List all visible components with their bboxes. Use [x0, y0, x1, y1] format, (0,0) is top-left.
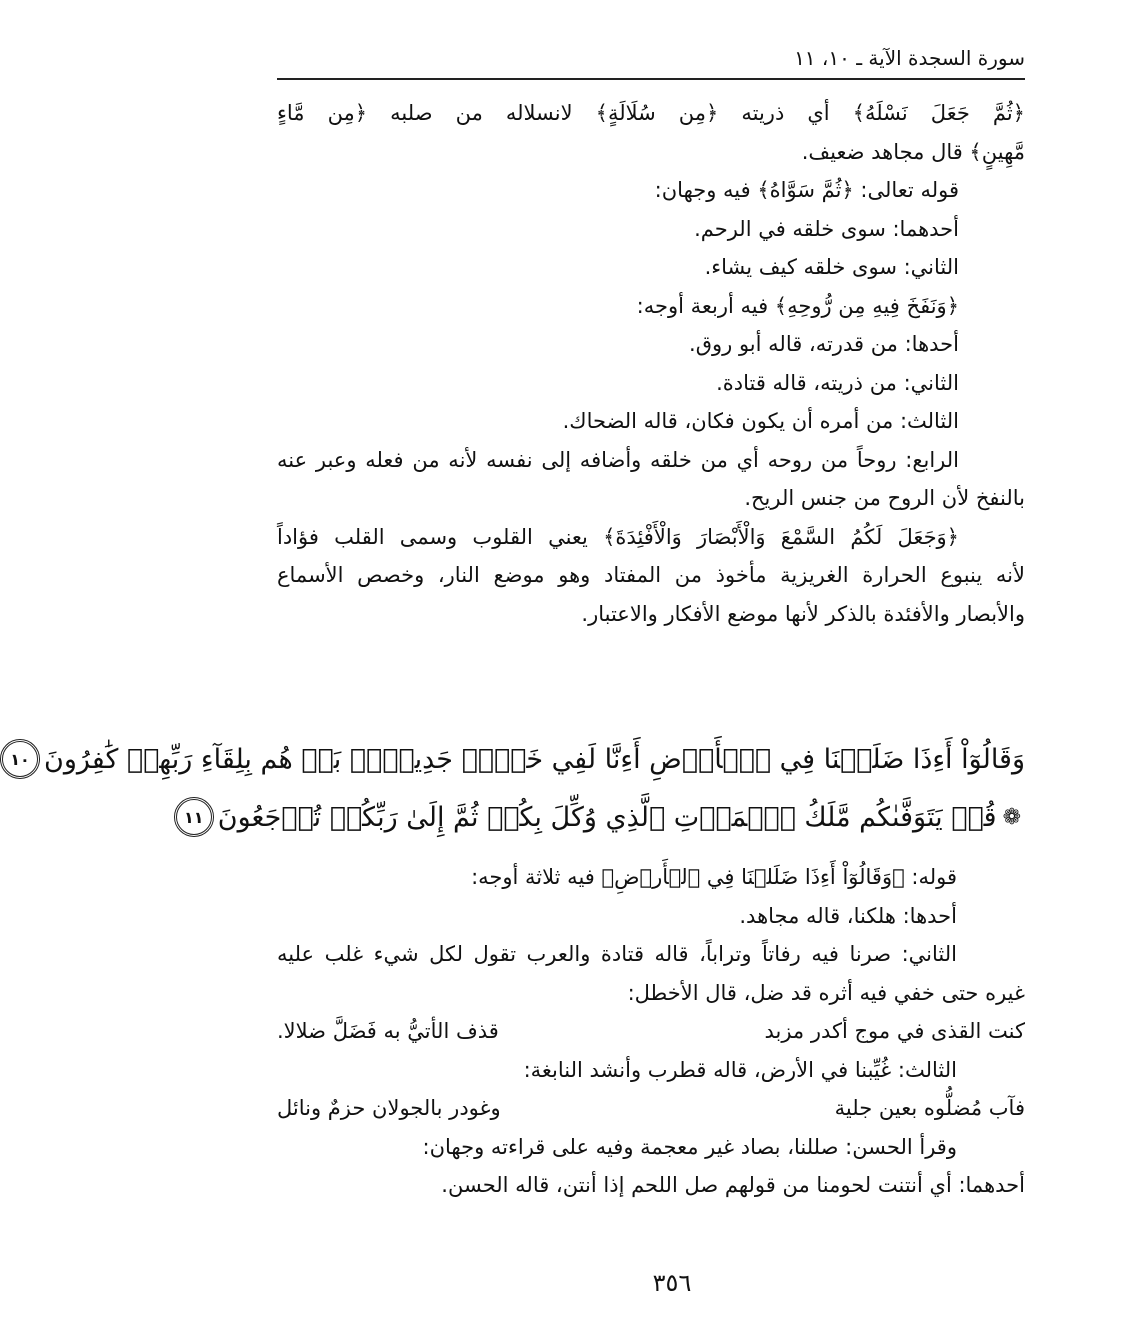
commentary-line: مَّهِينٍ﴾ قال مجاهد ضعيف. [801, 139, 1025, 164]
commentary-line: ﴿وَجَعَلَ لَكُمُ السَّمْعَ وَالْأَبْصَارَ وَالْأَفْئِدَةَ﴾ يعني القلوب وسمى القلب فؤاداً [277, 524, 959, 549]
commentary-line: الثاني: صرنا فيه رفاتاً وتراباً، قاله قتادة والعرب تقول لكل شيء غلب عليه [277, 942, 957, 966]
poem-hemistich-first: كنت القذى في موج أكدر مزبد [764, 1019, 1025, 1043]
commentary-line: وقرأ الحسن: صللنا، بصاد غير معجمة وفيه على قراءته وجهان: [422, 1134, 957, 1159]
ayah-number-marker: ١١ [174, 797, 214, 837]
commentary-block-1 [277, 94, 1025, 633]
ayah-number-marker: ١٠ [0, 739, 40, 779]
commentary-line: أحدهما: سوى خلقه في الرحم. [694, 216, 959, 241]
commentary-line: لأنه ينبوع الحرارة الغريزية مأخوذ من المفتاد وهو موضع النار، وخصص الأسماع [277, 563, 1025, 587]
poem-verse [277, 1089, 1025, 1128]
commentary-line: قوله: ﴿وَقَالُوٓاْ أَءِذَا ضَلَلۡنَا فِي ٱلۡأَرۡضِ﴾ فيه ثلاثة أوجه: [471, 865, 957, 889]
commentary-line: قوله تعالى: ﴿ثُمَّ سَوَّاهُ﴾ فيه وجهان: [654, 178, 959, 202]
commentary-line: والأبصار والأفئدة بالذكر لأنها موضع الأفكار والاعتبار. [581, 601, 1025, 626]
poem-hemistich-first: فآب مُضلُّوه بعين جلية [834, 1096, 1025, 1120]
quran-verses [10, 730, 1025, 846]
commentary-line: ﴿وَنَفَخَ فِيهِ مِن رُّوحِهِ﴾ فيه أربعة أوجه: [636, 293, 959, 318]
verse-text: قُلۡ يَتَوَفَّىٰكُم مَّلَكُ ٱلۡمَوۡتِ ٱلَّذِي وُكِّلَ بِكُمۡ ثُمَّ إِلَىٰ رَبِّكُمۡ تُرۡجَعُونَ [217, 801, 997, 833]
verse-line-10 [10, 730, 1025, 788]
header-rule [277, 78, 1025, 80]
book-page [10, 0, 1137, 1334]
commentary-line: بالنفخ لأن الروح من جنس الريح. [744, 486, 1025, 510]
poem-hemistich-second: وغودر بالجولان حزمٌ ونائل [277, 1096, 501, 1120]
page-number: ٣٥٦ [652, 1269, 692, 1297]
commentary-line: الرابع: روحاً من روحه أي من خلقه وأضافه إلى نفسه لأنه من فعله وعبر عنه [277, 447, 959, 472]
poem-verse [277, 1012, 1025, 1051]
verse-text: وَقَالُوٓاْ أَءِذَا ضَلَلۡنَا فِي ٱلۡأَرۡضِ أَءِنَّا لَفِي خَلۡقٖ جَدِيدِۢۚ بَلۡ هُم بِلِقَآءِ رَبِّهِمۡ كَٰفِرُونَ [44, 743, 1025, 775]
commentary-line: غيره حتى خفي فيه أثره قد ضل، قال الأخطل: [627, 980, 1025, 1005]
commentary-line: أحدها: هلكنا، قاله مجاهد. [739, 903, 957, 928]
commentary-line: الثاني: من ذريته، قاله قتادة. [716, 370, 959, 395]
commentary-line: الثالث: من أمره أن يكون فكان، قاله الضحاك. [562, 409, 959, 433]
poem-hemistich-second: قذف الأتيُّ به فَضَلَّ ضلالا. [277, 1019, 499, 1043]
commentary-line: أحدهما: أي أنتنت لحومنا من قولهم صل اللحم إذا أنتن، قاله الحسن. [441, 1173, 1025, 1197]
flower-icon: ❁ [1002, 804, 1021, 830]
commentary-line: الثاني: سوى خلقه كيف يشاء. [704, 255, 959, 279]
commentary-block-2 [277, 858, 1025, 1205]
verse-line-11 [184, 788, 1025, 846]
commentary-line: الثالث: غُيِّبنا في الأرض، قاله قطرب وأنشد النابغة: [523, 1057, 957, 1082]
running-header: سورة السجدة الآية ـ ١٠، ١١ [794, 46, 1025, 70]
commentary-line: أحدها: من قدرته، قاله أبو روق. [689, 332, 959, 356]
commentary-line: ﴿ثُمَّ جَعَلَ نَسْلَهُ﴾ أي ذريته ﴿مِن سُلَالَةٍ﴾ لانسلاله من صلبه ﴿مِن مَّاءٍ [277, 101, 1025, 125]
